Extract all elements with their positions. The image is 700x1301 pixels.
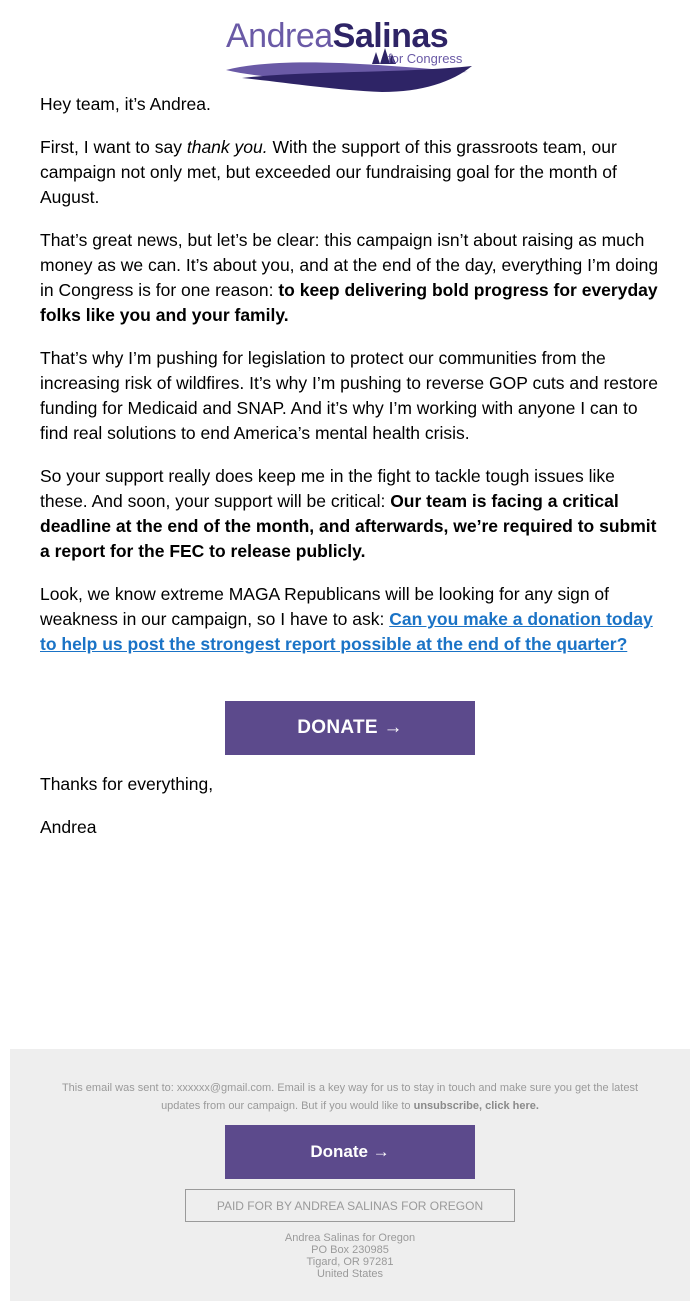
greeting: Hey team, it’s Andrea. — [40, 94, 211, 114]
footer-note-text: This email was sent to: xxxxxx@gmail.com. Email is a key way for us to stay in touch and make sure you get the latest updates from our campaign. But if you would like to — [61, 1082, 639, 1112]
signoff: Thanks for everything, — [40, 774, 214, 794]
logo-subtitle: for Congress — [388, 51, 463, 66]
logo-last-name: Salinas — [332, 17, 449, 55]
mailing-address — [50, 1232, 650, 1280]
signature: Andrea — [40, 817, 97, 837]
bold-progress-statement: to keep delivering bold progress for everyday folks like you and your family. — [40, 280, 658, 325]
paragraph-legislation: That’s why I’m pushing for legislation to protect our communities from the increasing risk of wildfires. It’s why I’m pushing to reverse GOP cuts and restore funding for Medicaid and SNAP. And it’s why I’m working with anyone I can to find real solutions to end America’s mental health crisis. — [40, 348, 658, 443]
logo-first-name: Andrea — [226, 17, 333, 55]
paragraph-good-news — [40, 228, 660, 328]
footer-note — [50, 1079, 650, 1115]
address-line: Andrea Salinas for Oregon — [284, 1232, 416, 1244]
paragraph-ask-a: Look, we know extreme MAGA Republicans will be looking for any sign of weakness in our campaign, so I have to ask: — [40, 584, 610, 629]
paragraph-thanks-a: First, I want to say — [40, 137, 187, 157]
address-line: PO Box 230985 — [311, 1244, 389, 1256]
paragraph-ask — [40, 582, 660, 657]
paragraph-deadline — [40, 464, 660, 564]
thank-you-emphasis: thank you. — [186, 137, 268, 157]
paragraph-thanks-b: With the support of this grassroots team, our campaign not only met, but exceeded our fundraising goal for the month of August. — [40, 137, 617, 207]
campaign-logo — [222, 14, 478, 94]
deadline-statement: Our team is facing a critical deadline at the end of the month, and afterwards, we’re required to submit a report for the FEC to release publicly. — [40, 491, 657, 561]
paragraph-deadline-a: So your support really does keep me in the fight to tackle tough issues like these. And soon, your support will be critical: — [40, 466, 615, 511]
address-line: United States — [316, 1268, 384, 1280]
footer-donate-button[interactable]: Donate → — [225, 1125, 475, 1179]
email-body — [40, 92, 660, 675]
donate-button[interactable]: DONATE → — [225, 701, 475, 755]
paragraph-good-news-a: That’s great news, but let’s be clear: this campaign isn’t about raising as much money as we can. It’s about you, and at the end of the day, everything I’m doing in Congress is for one reason: — [40, 230, 659, 300]
logo-wordmark — [226, 16, 448, 56]
unsubscribe-link[interactable]: unsubscribe, click here. — [413, 1100, 539, 1112]
donation-ask-link[interactable]: Can you make a donation today to help us post the strongest report possible at the end of the quarter? — [40, 609, 653, 654]
email-footer — [10, 1049, 690, 1301]
paragraph-thanks — [40, 135, 660, 210]
paid-for-disclaimer: PAID FOR BY ANDREA SALINAS FOR OREGON — [185, 1189, 515, 1222]
address-line: Tigard, OR 97281 — [306, 1256, 394, 1268]
